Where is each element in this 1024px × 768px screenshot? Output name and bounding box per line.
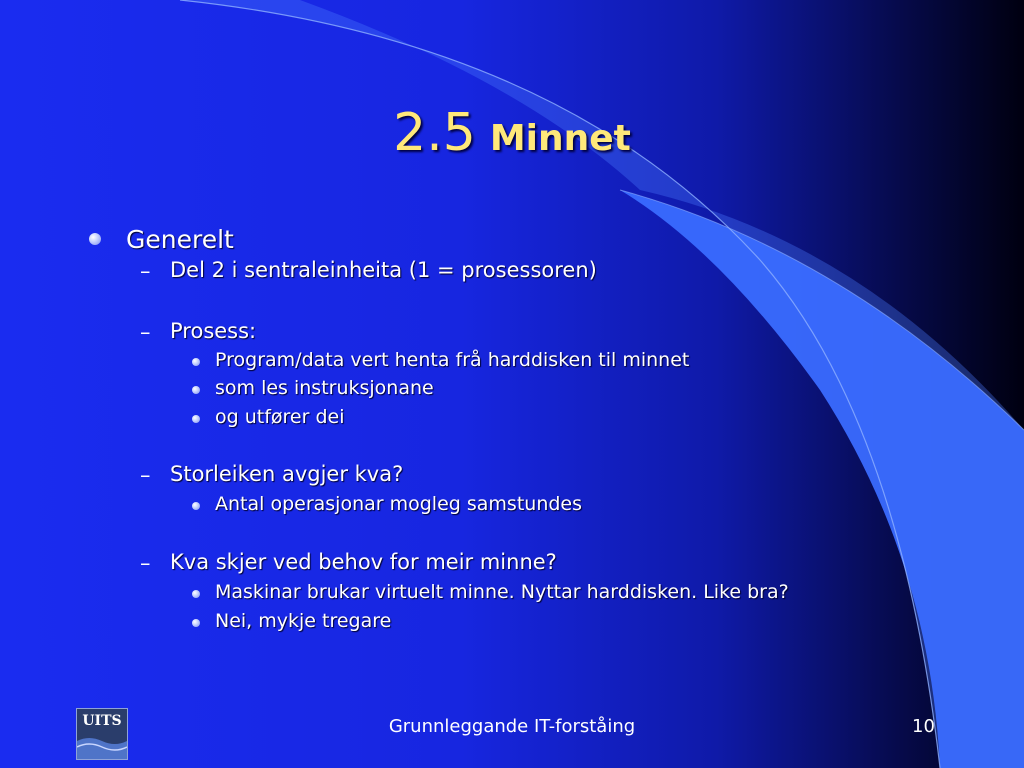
bullet-level2: Prosess: bbox=[170, 319, 257, 343]
page-number: 10 bbox=[912, 716, 935, 737]
bullet-level3: Nei, mykje tregare bbox=[215, 610, 392, 632]
bullet-level3: og utfører dei bbox=[215, 406, 345, 428]
bullet-level2: Del 2 i sentraleinheita (1 = prosessoren) bbox=[170, 258, 597, 282]
bullet-level2: Storleiken avgjer kva? bbox=[170, 462, 404, 486]
bullet-dot-icon bbox=[192, 502, 200, 510]
bullet-level3: som les instruksjonane bbox=[215, 377, 434, 399]
dash-icon: – bbox=[140, 463, 151, 487]
bullet-level3: Maskinar brukar virtuelt minne. Nyttar harddisken. Like bra? bbox=[215, 581, 789, 603]
dash-icon: – bbox=[140, 259, 151, 283]
dash-icon: – bbox=[140, 551, 151, 575]
bullet-dot-icon bbox=[89, 233, 101, 245]
footer-text: Grunnleggande IT-forståing bbox=[388, 716, 636, 737]
bullet-level1: Generelt bbox=[126, 225, 234, 254]
bullet-dot-icon bbox=[192, 358, 200, 366]
bullet-level2: Kva skjer ved behov for meir minne? bbox=[170, 550, 557, 574]
bullet-level3: Program/data vert henta frå harddisken til minnet bbox=[215, 349, 690, 371]
dash-icon: – bbox=[140, 320, 151, 344]
bullet-dot-icon bbox=[192, 415, 200, 423]
title-number: 2.5 bbox=[393, 103, 476, 163]
bullet-dot-icon bbox=[192, 386, 200, 394]
bullet-level3: Antal operasjonar mogleg samstundes bbox=[215, 493, 583, 515]
title-word: Minnet bbox=[489, 118, 631, 159]
bullet-dot-icon bbox=[192, 590, 200, 598]
bullet-dot-icon bbox=[192, 619, 200, 627]
logo-text: UITS bbox=[82, 713, 122, 729]
